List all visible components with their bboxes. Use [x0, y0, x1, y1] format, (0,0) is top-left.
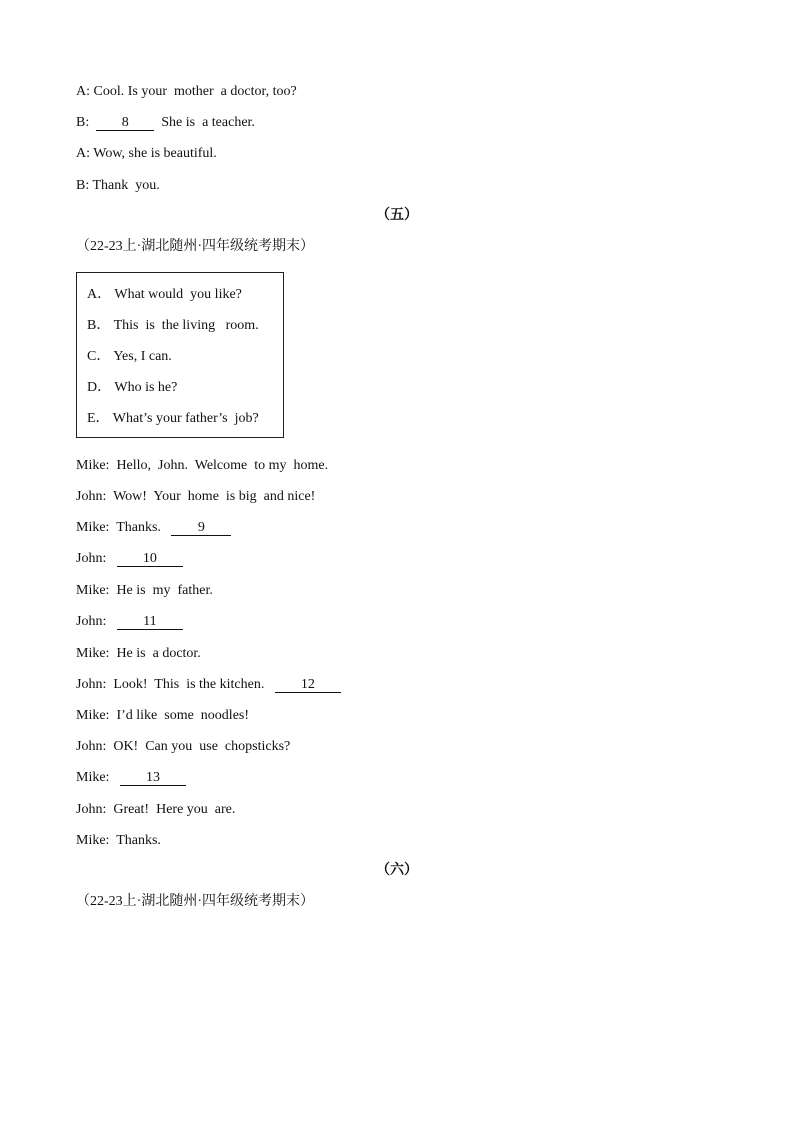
answer-blank-11: 11 — [117, 614, 183, 630]
dialogue-line: Mike: Thanks. 9 — [76, 519, 231, 537]
answer-blank-10: 10 — [117, 551, 183, 567]
dialogue-line: Mike: Hello, John. Welcome to my home. — [76, 458, 329, 473]
dialogue-line: Mike: Thanks. — [76, 833, 161, 848]
answer-blank-8: 8 — [96, 115, 154, 131]
dialogue-line: John: Wow! Your home is big and nice! — [76, 489, 316, 504]
option-a: A． What would you like? — [87, 287, 242, 302]
dialogue-line: Mike: He is a doctor. — [76, 646, 201, 661]
option-d: D． Who is he? — [87, 380, 178, 395]
option-b: B． This is the living room. — [87, 318, 259, 333]
section-heading-5: （五） — [376, 208, 418, 223]
dialogue-line: A: Cool. Is your mother a doctor, too? — [76, 84, 297, 99]
section-source-6: （22-23上·湖北随州·四年级统考期末） — [76, 894, 314, 909]
dialogue-line: Mike: I’d like some noodles! — [76, 708, 250, 723]
dialogue-line: Mike: He is my father. — [76, 583, 213, 598]
answer-blank-13: 13 — [120, 770, 186, 786]
dialogue-line: John: Great! Here you are. — [76, 802, 236, 817]
answer-blank-9: 9 — [171, 520, 231, 536]
dialogue-line: Mike: 13 — [76, 769, 186, 787]
section-source-5: （22-23上·湖北随州·四年级统考期末） — [76, 239, 314, 254]
option-c: C． Yes, I can. — [87, 349, 172, 364]
options-box — [76, 272, 284, 438]
option-e: E． What’s your father’s job? — [87, 411, 259, 426]
answer-blank-12: 12 — [275, 677, 341, 693]
dialogue-line: John: Look! This is the kitchen. 12 — [76, 676, 341, 694]
dialogue-line: A: Wow, she is beautiful. — [76, 146, 217, 161]
dialogue-line: John: 11 — [76, 613, 183, 631]
dialogue-line: B: 8 She is a teacher. — [76, 115, 255, 130]
section-heading-6: （六） — [376, 863, 418, 878]
dialogue-line: John: OK! Can you use chopsticks? — [76, 739, 291, 754]
dialogue-line: John: 10 — [76, 550, 183, 568]
dialogue-line: B: Thank you. — [76, 178, 160, 193]
